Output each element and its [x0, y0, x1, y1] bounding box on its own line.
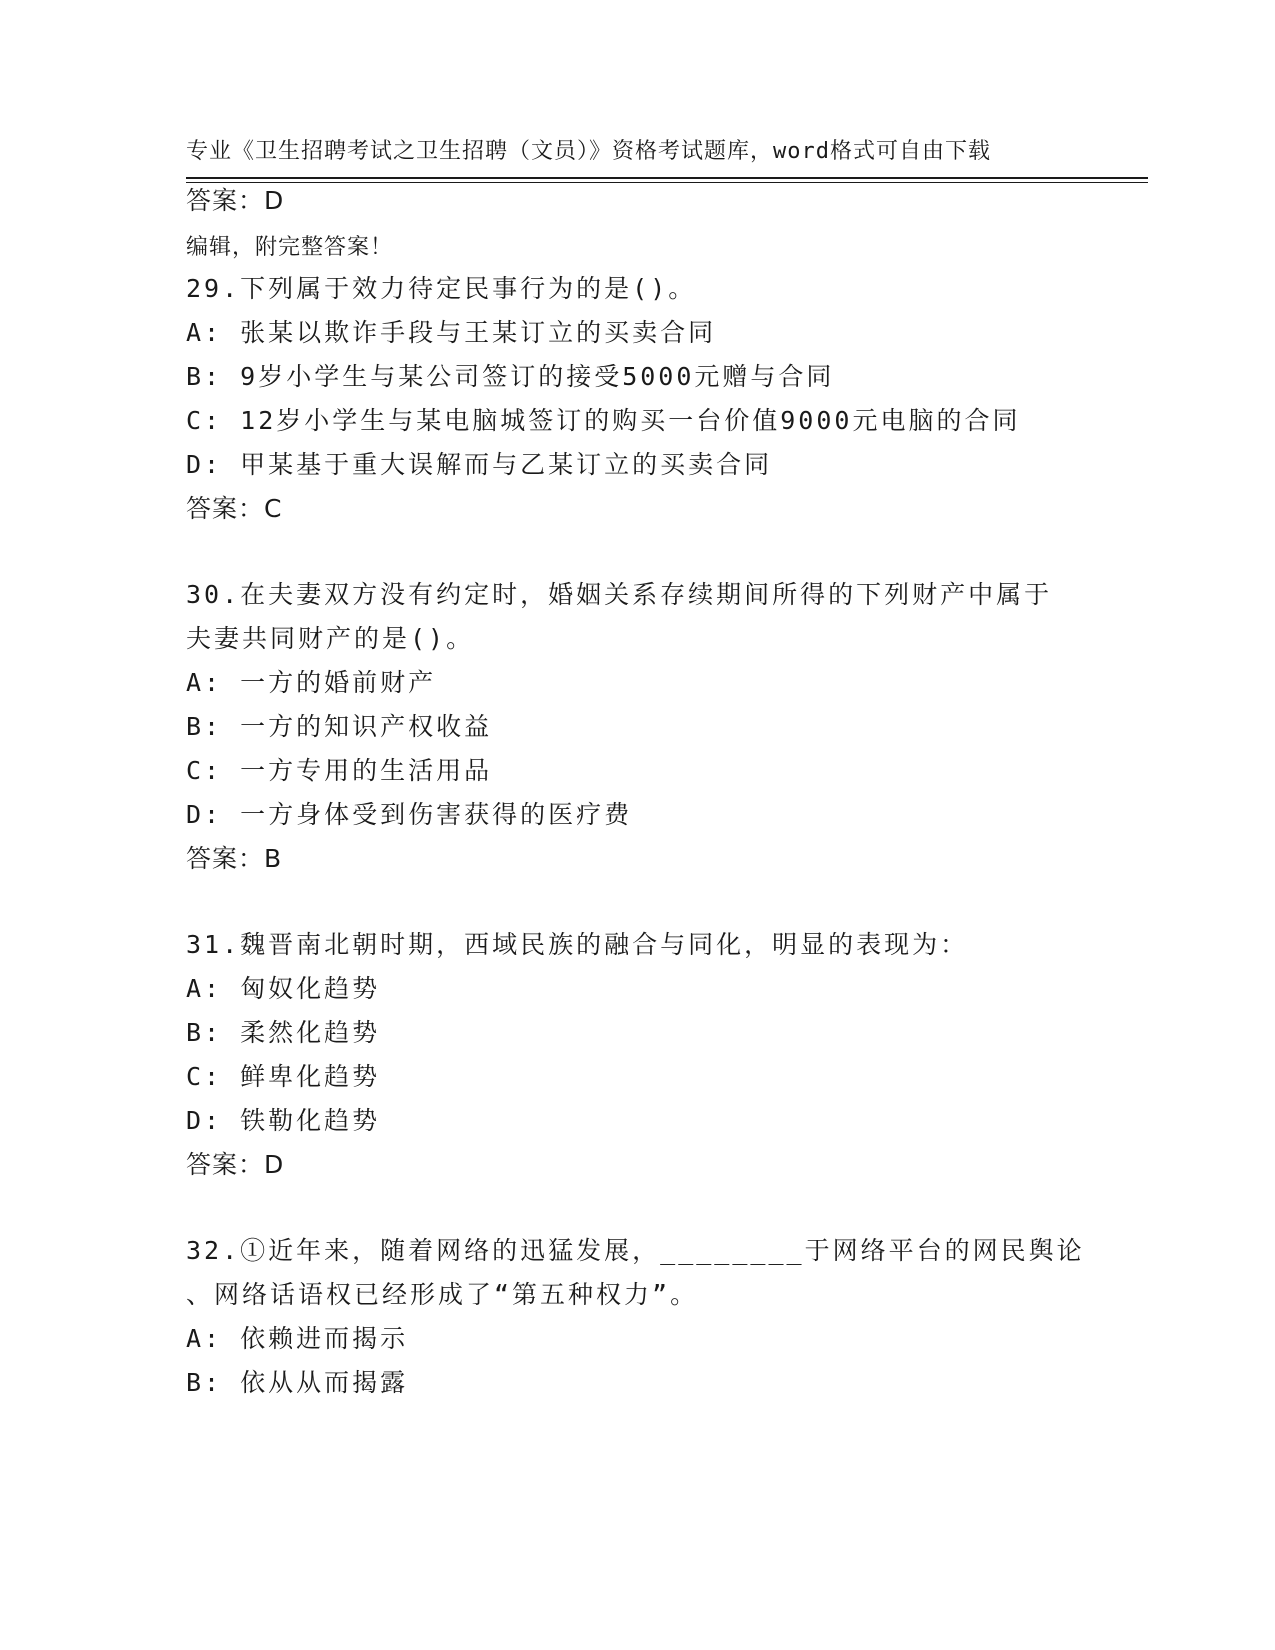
question-32-option-a: A: 依赖进而揭示 — [186, 1324, 409, 1353]
header-divider-thin — [186, 182, 1148, 183]
question-30-option-a: A: 一方的婚前财产 — [186, 668, 437, 697]
question-29-answer: 答案：C — [186, 494, 283, 523]
question-31-option-b: B: 柔然化趋势 — [186, 1018, 381, 1047]
question-30-option-d: D: 一方身体受到伤害获得的医疗费 — [186, 800, 633, 829]
question-30-stem-line-2: 夫妻共同财产的是()。 — [186, 624, 475, 653]
header-divider-thick — [186, 177, 1148, 179]
prev-answer: 答案：D — [186, 186, 285, 215]
question-32-stem-line-2: 、网络话语权已经形成了“第五种权力”。 — [186, 1280, 699, 1309]
question-29-option-a: A: 张某以欺诈手段与王某订立的买卖合同 — [186, 318, 717, 347]
question-31-option-a: A: 匈奴化趋势 — [186, 974, 381, 1003]
question-30-option-c: C: 一方专用的生活用品 — [186, 756, 493, 785]
question-32-stem-line-1: 32.①近年来，随着网络的迅猛发展，________于网络平台的网民舆论 — [186, 1236, 1085, 1265]
question-31-option-c: C: 鲜卑化趋势 — [186, 1062, 381, 1091]
question-30-option-b: B: 一方的知识产权收益 — [186, 712, 493, 741]
question-29-option-d: D: 甲某基于重大误解而与乙某订立的买卖合同 — [186, 450, 773, 479]
question-32-option-b: B: 依从从而揭露 — [186, 1368, 409, 1397]
header-line-2: 编辑，附完整答案！ — [186, 235, 394, 260]
question-31-stem: 31.魏晋南北朝时期，西域民族的融合与同化，明显的表现为： — [186, 930, 969, 959]
question-31-option-d: D: 铁勒化趋势 — [186, 1106, 381, 1135]
question-31-answer: 答案：D — [186, 1150, 285, 1179]
question-29-option-b: B: 9岁小学生与某公司签订的接受5000元赠与合同 — [186, 362, 835, 391]
header-line-1: 专业《卫生招聘考试之卫生招聘（文员）》资格考试题库，word格式可自由下载 — [186, 139, 991, 164]
question-30-stem-line-1: 30.在夫妻双方没有约定时，婚姻关系存续期间所得的下列财产中属于 — [186, 580, 1053, 609]
question-29-stem: 29.下列属于效力待定民事行为的是()。 — [186, 274, 697, 303]
question-29-option-c: C: 12岁小学生与某电脑城签订的购买一台价值9000元电脑的合同 — [186, 406, 1021, 435]
question-30-answer: 答案：B — [186, 844, 283, 873]
document-header — [186, 72, 1066, 296]
